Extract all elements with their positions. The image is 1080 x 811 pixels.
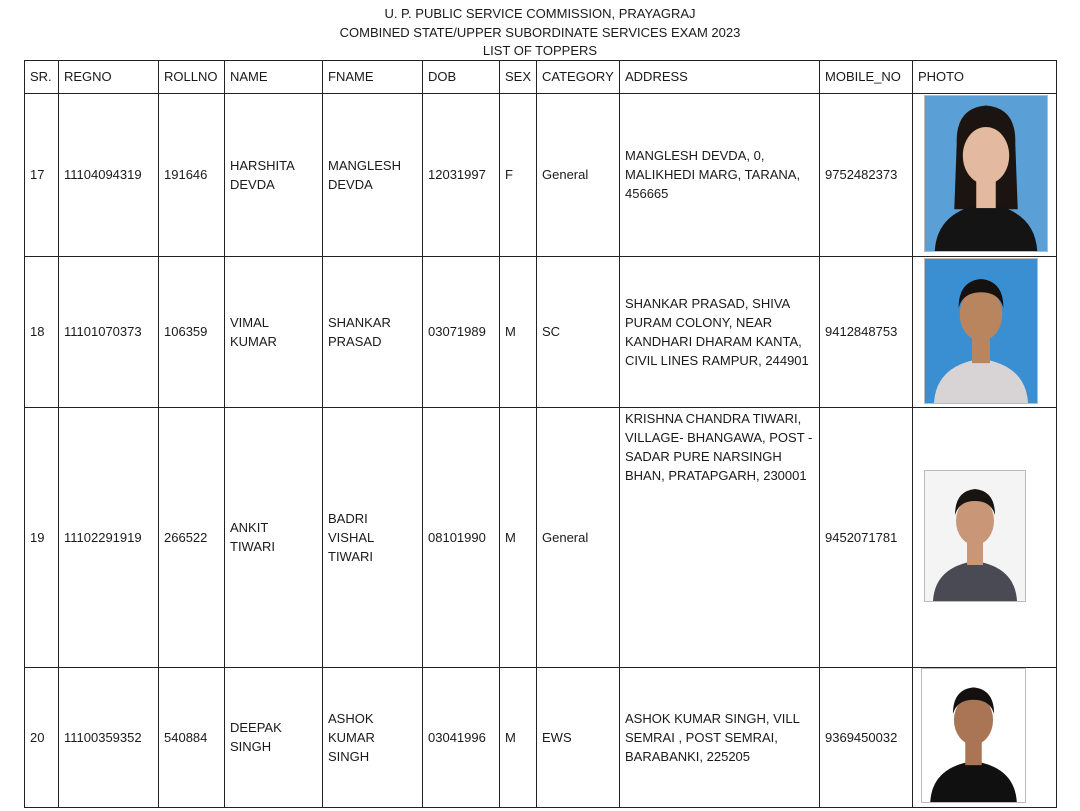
cell-regno: 11104094319 bbox=[64, 167, 142, 182]
cell-address: SEMRAI , POST SEMRAI, bbox=[625, 729, 778, 745]
table-column-border bbox=[158, 60, 159, 808]
cell-address: MALIKHEDI MARG, TARANA, bbox=[625, 167, 801, 182]
cell-sex: M bbox=[505, 529, 516, 545]
table-column-border bbox=[499, 60, 500, 808]
cell-dob: 03041996 bbox=[428, 729, 486, 745]
column-header-name: NAME bbox=[230, 69, 268, 84]
cell-mobile: 9412848753 bbox=[825, 324, 898, 339]
cell-address: KRISHNA CHANDRA TIWARI, bbox=[625, 411, 802, 426]
cell-sex: F bbox=[505, 167, 513, 182]
cell-address: SADAR PURE NARSINGH bbox=[625, 449, 782, 464]
cell-address: BHAN, PRATAPGARH, 230001 bbox=[625, 468, 807, 483]
cell-sex: M bbox=[505, 729, 516, 745]
commission-title: U. P. PUBLIC SERVICE COMMISSION, PRAYAGRAJ bbox=[384, 6, 696, 21]
cell-fname: SHANKAR bbox=[328, 314, 391, 330]
table-column-border bbox=[536, 60, 537, 808]
cell-address: SHANKAR PRASAD, SHIVA bbox=[625, 295, 791, 311]
cell-address: PURAM COLONY, NEAR bbox=[625, 314, 773, 330]
cell-rollno: 191646 bbox=[164, 167, 208, 182]
table-column-border bbox=[58, 60, 59, 808]
cell-rollno: 106359 bbox=[164, 324, 208, 339]
cell-address: CIVIL LINES RAMPUR, 244901 bbox=[625, 352, 809, 368]
column-header-fname: FNAME bbox=[328, 69, 374, 84]
cell-name: DEEPAK bbox=[230, 720, 282, 735]
cell-regno: 11101070373 bbox=[64, 324, 142, 339]
table-column-border bbox=[912, 60, 913, 808]
candidate-photo bbox=[921, 668, 1026, 803]
cell-address: 456665 bbox=[625, 186, 669, 201]
cell-sr: 19 bbox=[30, 529, 45, 545]
table-column-border bbox=[1056, 60, 1057, 808]
cell-address: ASHOK KUMAR SINGH, VILL bbox=[625, 710, 800, 726]
cell-sr: 17 bbox=[30, 167, 45, 182]
cell-fname: TIWARI bbox=[328, 548, 374, 564]
candidate-photo bbox=[924, 470, 1026, 602]
column-header-mobile: MOBILE_NO bbox=[825, 69, 901, 84]
cell-sr: 18 bbox=[30, 324, 45, 339]
candidate-photo bbox=[924, 95, 1048, 252]
cell-category: General bbox=[542, 529, 589, 545]
cell-category: EWS bbox=[542, 729, 572, 745]
cell-sex: M bbox=[505, 324, 516, 339]
cell-category: SC bbox=[542, 324, 561, 339]
cell-name: DEVDA bbox=[230, 176, 275, 192]
cell-rollno: 266522 bbox=[164, 529, 208, 545]
cell-name: VIMAL bbox=[230, 314, 270, 330]
cell-fname: PRASAD bbox=[328, 333, 382, 349]
cell-fname: SINGH bbox=[328, 748, 370, 764]
table-column-border bbox=[819, 60, 820, 808]
cell-dob: 12031997 bbox=[428, 167, 486, 182]
cell-fname: MANGLESH bbox=[328, 157, 401, 173]
cell-dob: 03071989 bbox=[428, 324, 486, 339]
cell-fname: VISHAL bbox=[328, 529, 375, 545]
cell-name: KUMAR bbox=[230, 333, 277, 349]
list-title: LIST OF TOPPERS bbox=[482, 43, 598, 58]
cell-mobile: 9369450032 bbox=[825, 729, 898, 745]
cell-name: TIWARI bbox=[230, 539, 276, 554]
table-row-border bbox=[24, 93, 1057, 94]
cell-fname: ASHOK bbox=[328, 710, 374, 726]
column-header-dob: DOB bbox=[428, 69, 457, 84]
column-header-category: CATEGORY bbox=[542, 69, 614, 84]
table-column-border bbox=[619, 60, 620, 808]
cell-rollno: 540884 bbox=[164, 729, 208, 745]
cell-dob: 08101990 bbox=[428, 529, 486, 545]
cell-address: KANDHARI DHARAM KANTA, bbox=[625, 333, 802, 349]
column-header-photo: PHOTO bbox=[918, 69, 964, 84]
column-header-regno: REGNO bbox=[64, 69, 112, 84]
table-row-border bbox=[24, 256, 1057, 257]
cell-name: ANKIT bbox=[230, 520, 269, 535]
table-column-border bbox=[322, 60, 323, 808]
cell-sr: 20 bbox=[30, 729, 45, 745]
cell-address: BARABANKI, 225205 bbox=[625, 748, 751, 764]
cell-regno: 11100359352 bbox=[64, 729, 142, 745]
column-header-sex: SEX bbox=[505, 69, 532, 84]
cell-address: MANGLESH DEVDA, 0, bbox=[625, 148, 765, 163]
cell-category: General bbox=[542, 167, 589, 182]
cell-regno: 11102291919 bbox=[64, 529, 142, 545]
cell-mobile: 9452071781 bbox=[825, 529, 898, 545]
cell-mobile: 9752482373 bbox=[825, 167, 898, 182]
column-header-sr: SR. bbox=[30, 69, 52, 84]
table-column-border bbox=[24, 60, 25, 808]
cell-fname: KUMAR bbox=[328, 729, 375, 745]
cell-name: SINGH bbox=[230, 739, 272, 754]
table-row-border bbox=[24, 807, 1057, 808]
candidate-photo bbox=[924, 258, 1038, 404]
table-row-border bbox=[24, 407, 1057, 408]
cell-fname: DEVDA bbox=[328, 176, 373, 192]
table-column-border bbox=[422, 60, 423, 808]
column-header-rollno: ROLLNO bbox=[164, 69, 218, 84]
cell-fname: BADRI bbox=[328, 510, 368, 526]
table-row-border bbox=[24, 667, 1057, 668]
cell-name: HARSHITA bbox=[230, 157, 295, 173]
table-column-border bbox=[224, 60, 225, 808]
exam-title: COMBINED STATE/UPPER SUBORDINATE SERVICES EXAM 2023 bbox=[339, 25, 741, 40]
table-row-border bbox=[24, 60, 1057, 61]
column-header-address: ADDRESS bbox=[625, 69, 688, 84]
cell-address: VILLAGE- BHANGAWA, POST - bbox=[625, 430, 813, 445]
